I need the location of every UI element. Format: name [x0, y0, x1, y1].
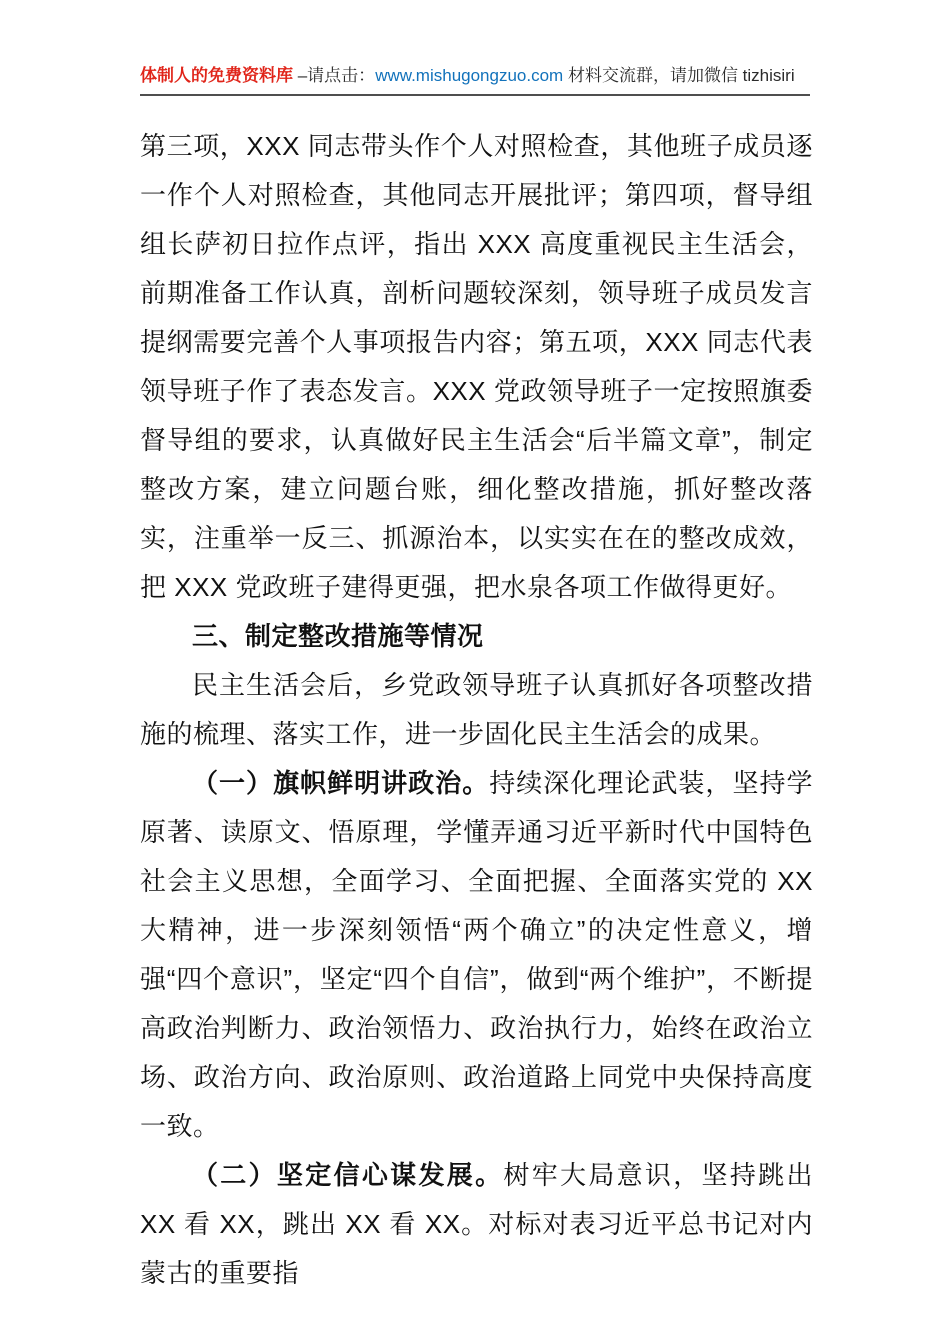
paragraph-text: 民主生活会后，乡党政领导班子认真抓好各项整改措施的梳理、落实工作，进一步固化民主生活会的成果。	[140, 670, 813, 749]
paragraph-lead: （二）坚定信心谋发展。	[192, 1160, 504, 1190]
paragraph-text: 持续深化理论武装，坚持学原著、读原文、悟原理，学懂弄通习近平新时代中国特色社会主义思想，全面学习、全面把握、全面落实党的 XX 大精神，进一步深刻领悟“两个确立”的决定性意义，增强“四个意识”，坚定“四个自信”，做到“两个维护”，不断提高政治判断力、政治领悟力、政治执行力，始终在政治立场、政治方向、政治原则、政治道路上同党中央保持高度一致。	[140, 768, 813, 1141]
paragraph-text: 第三项，XXX 同志带头作个人对照检查，其他班子成员逐一作个人对照检查，其他同志开展批评；第四项，督导组组长萨初日拉作点评，指出 XXX 高度重视民主生活会，前期准备工作认真，剖析问题较深刻，领导班子成员发言提纲需要完善个人事项报告内容；第五项，XXX 同志代表领导班子作了表态发言。XXX 党政领导班子一定按照旗委督导组的要求，认真做好民主生活会“后半篇文章”，制定整改方案，建立问题台账，细化整改措施，抓好整改落实，注重举一反三、抓源治本，以实实在在的整改成效，把 XXX 党政班子建得更强，把水泉各项工作做得更好。	[140, 131, 813, 602]
document-body	[140, 122, 813, 1298]
paragraph	[140, 122, 813, 612]
section-heading	[140, 612, 813, 661]
header-note: 材料交流群，请加微信 tizhisiri	[563, 66, 795, 85]
paragraph-text: 三、制定整改措施等情况	[192, 621, 484, 651]
paragraph	[140, 759, 813, 1151]
paragraph-text: 树牢大局意识，坚持跳出 XX 看 XX，跳出 XX 看 XX。对标对表习近平总书记对内蒙古的重要指	[140, 1160, 813, 1288]
brand-text: 体制人的免费资料库	[140, 66, 293, 85]
header-separator-text: –请点击：	[293, 66, 376, 85]
paragraph-lead: （一）旗帜鲜明讲政治。	[192, 768, 490, 798]
website-link[interactable]: www.mishugongzuo.com	[375, 66, 564, 85]
promo-header	[140, 64, 810, 96]
paragraph	[140, 661, 813, 759]
paragraph	[140, 1151, 813, 1298]
